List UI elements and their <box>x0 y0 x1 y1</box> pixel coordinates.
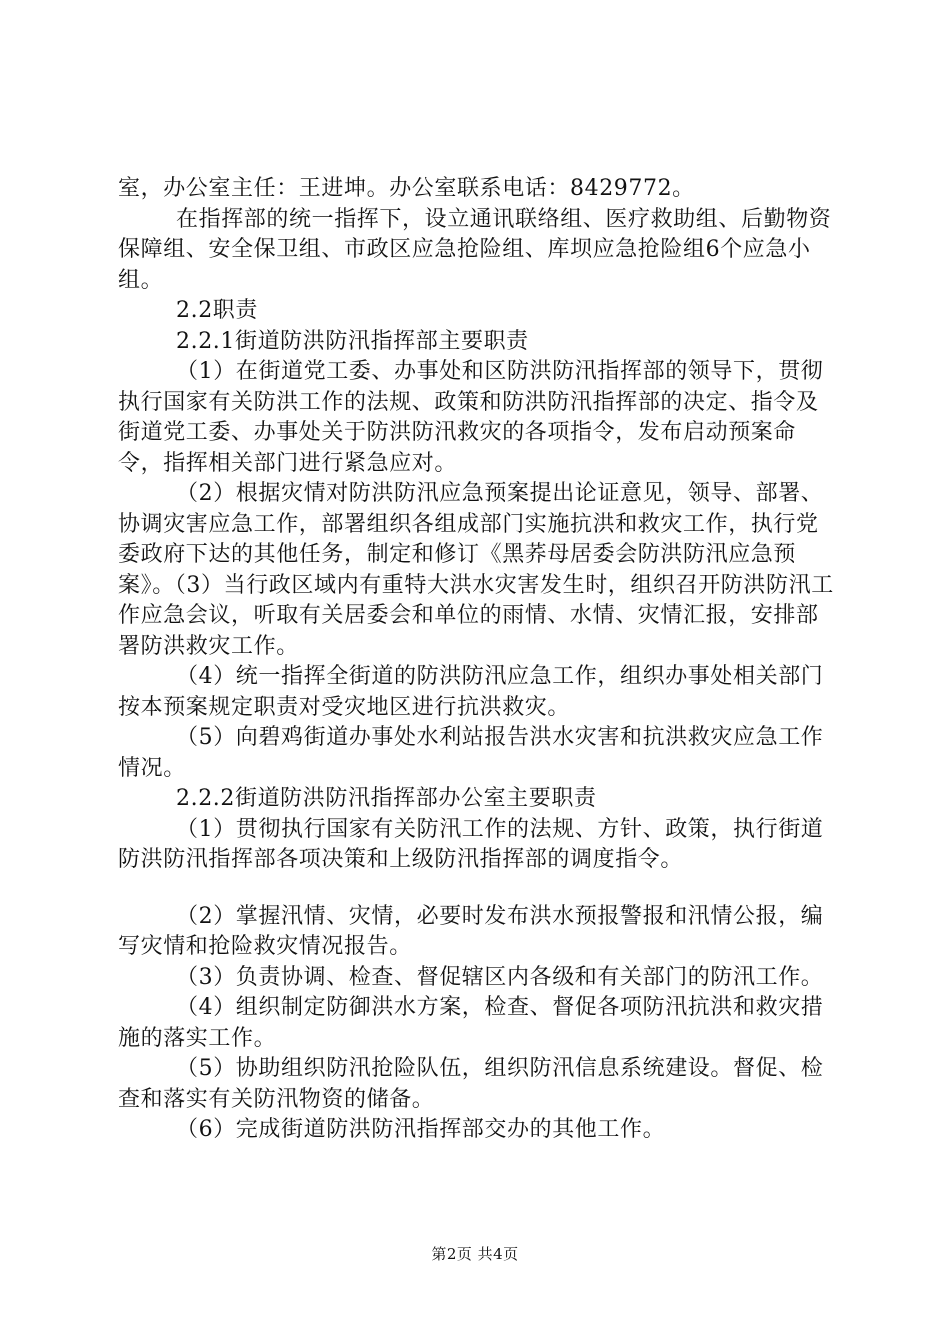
paragraph-hq-duty-2-3: （2）根据灾情对防洪防汛应急预案提出论证意见，领导、部署、协调灾害应急工作，部署组织各组成部门实施抗洪和救灾工作，执行党委政府下达的其他任务，制定和修订《黑荞母居委会防洪防汛应急预案》。（3）当行政区域内有重特大洪水灾害发生时，组织召开防洪防汛工作应急会议，听取有关居委会和单位的雨情、水情、灾情汇报，安排部署防洪救灾工作。 <box>118 481 834 659</box>
subsection-heading-hq-duties: 2.2.1街道防洪防汛指挥部主要职责 <box>176 328 529 354</box>
paragraph-office-duty-4: （4）组织制定防御洪水方案，检查、督促各项防汛抗洪和救灾措施的落实工作。 <box>118 995 824 1051</box>
paragraph-office-duty-6: （6）完成街道防洪防汛指挥部交办的其他工作。 <box>176 1117 666 1142</box>
section-heading-duties: 2.2职责 <box>176 298 258 323</box>
paragraph-office-duty-1: （1）贯彻执行国家有关防汛工作的法规、方针、政策，执行街道防洪防汛指挥部各项决策和上级防汛指挥部的调度指令。 <box>118 816 824 872</box>
paragraph-office-duty-5: （5）协助组织防汛抢险队伍，组织防汛信息系统建设。督促、检查和落实有关防汛物资的储备。 <box>118 1056 824 1112</box>
paragraph-hq-duty-5: （5）向碧鸡街道办事处水利站报告洪水灾害和抗洪救灾应急工作情况。 <box>118 725 824 781</box>
page-number-footer: 第2页 共4页 <box>431 1245 519 1263</box>
paragraph-office-duty-3: （3）负责协调、检查、督促辖区内各级和有关部门的防汛工作。 <box>176 964 824 990</box>
paragraph-hq-duty-4: （4）统一指挥全街道的防洪防汛应急工作，组织办事处相关部门按本预案规定职责对受灾地区进行抗洪救灾。 <box>118 664 824 720</box>
paragraph-hq-duty-1: （1）在街道党工委、办事处和区防洪防汛指挥部的领导下，贯彻执行国家有关防洪工作的法规、政策和防洪防汛指挥部的决定、指令及街道党工委、办事处关于防洪防汛救灾的各项指令，发布启动预案命令，指挥相关部门进行紧急应对。 <box>118 359 824 476</box>
paragraph-office-duty-2: （2）掌握汛情、灾情，必要时发布洪水预报警报和汛情公报，编写灾情和抢险救灾情况报告。 <box>118 903 824 959</box>
paragraph-emergency-groups: 在指挥部的统一指挥下，设立通讯联络组、医疗救助组、后勤物资保障组、安全保卫组、市政区应急抢险组、库坝应急抢险组6个应急小组。 <box>118 206 832 293</box>
paragraph-office-contact: 室，办公室主任：王进坤。办公室联系电话：8429772。 <box>118 176 695 201</box>
document-body <box>118 174 838 1146</box>
subsection-heading-office-duties: 2.2.2街道防洪防汛指挥部办公室主要职责 <box>176 786 597 811</box>
